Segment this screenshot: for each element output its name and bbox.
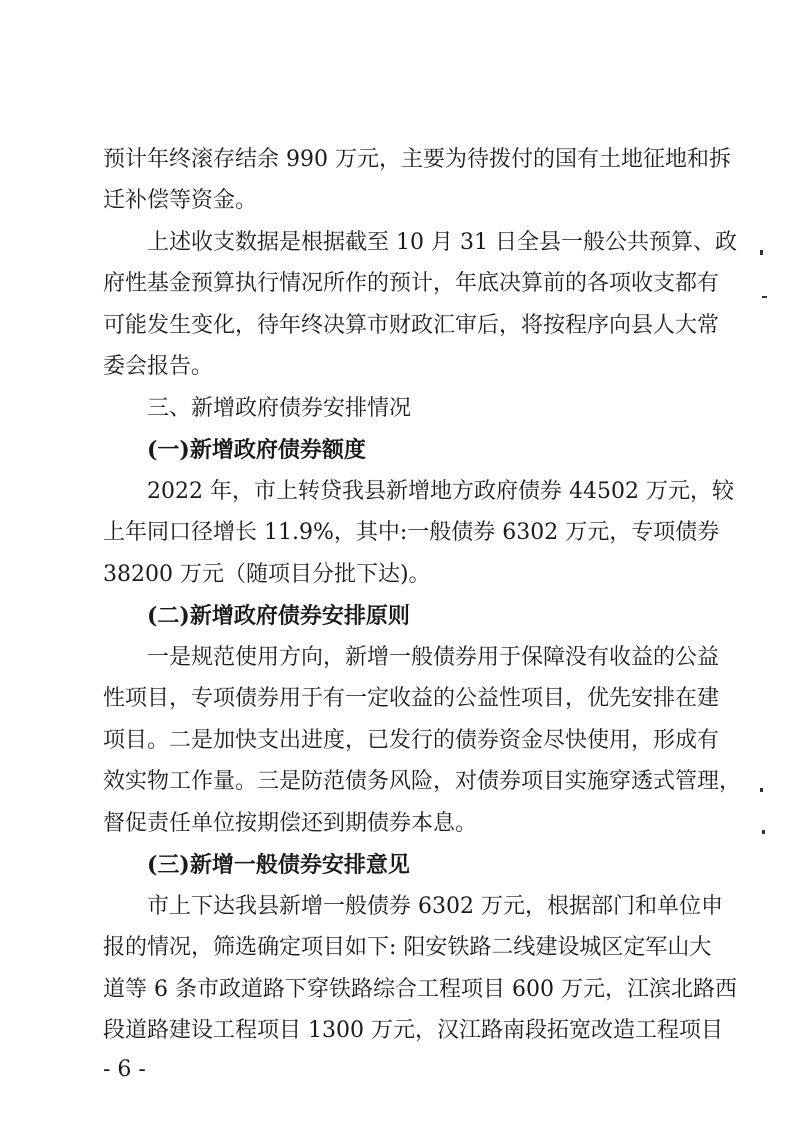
text-line: 项目。二是加快支出进度，已发行的债券资金尽快使用，形成有: [103, 728, 720, 753]
subsection-heading: (二)新增政府债券安排原则: [147, 603, 410, 629]
text-line: 督促责任单位按期偿还到期债券本息。: [103, 811, 478, 836]
text-line: 2022 年，市上转贷我县新增地方政府债券 44502 万元，较: [147, 479, 734, 504]
text-line: 道等 6 条市政道路下穿铁路综合工程项目 600 万元，江滨北路西: [103, 977, 737, 1002]
scan-mark: [760, 788, 763, 792]
subsection-heading: (一)新增政府债券额度: [147, 437, 366, 463]
text-line: 段道路建设工程项目 1300 万元，汉江路南段拓宽改造工程项目: [103, 1018, 723, 1043]
text-line: 效实物工作量。三是防范债务风险，对债券项目实施穿透式管理，: [103, 769, 742, 794]
text-line: 38200 万元（随项目分批下达)。: [103, 562, 431, 587]
scan-mark: [762, 296, 767, 298]
text-line: 迁补偿等资金。: [103, 188, 258, 213]
text-line: 一是规范使用方向，新增一般债券用于保障没有收益的公益: [147, 645, 720, 670]
section-heading: 三、新增政府债券安排情况: [147, 396, 412, 421]
text-line: 预计年终滚存结余 990 万元，主要为待拨付的国有土地征地和拆: [103, 147, 731, 172]
scan-mark: [762, 830, 765, 834]
scan-mark: [760, 250, 763, 255]
text-line: 性项目，专项债券用于有一定收益的公益性项目，优先安排在建: [103, 686, 720, 711]
page-number: - 6 -: [103, 1057, 146, 1082]
text-line: 府性基金预算执行情况所作的预计，年底决算前的各项收支都有: [103, 271, 720, 296]
text-line: 市上下达我县新增一般债券 6302 万元，根据部门和单位申: [147, 894, 723, 919]
text-line: 上述收支数据是根据截至 10 月 31 日全县一般公共预算、政: [147, 230, 737, 255]
text-line: 委会报告。: [103, 354, 214, 379]
subsection-heading: (三)新增一般债券安排意见: [147, 852, 410, 878]
text-line: 上年同口径增长 11.9%，其中:一般债券 6302 万元，专项债券: [103, 520, 720, 545]
text-line: 可能发生变化，待年终决算市财政汇审后，将按程序向县人大常: [103, 313, 720, 338]
text-line: 报的情况，筛选确定项目如下: 阳安铁路二线建设城区定军山大: [103, 935, 712, 960]
